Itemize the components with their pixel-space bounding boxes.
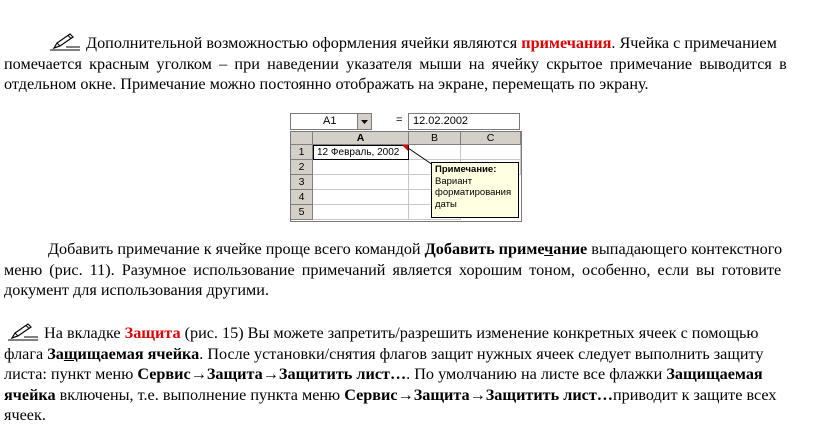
name-box-value: A1 — [323, 115, 337, 127]
excel-screenshot — [288, 112, 520, 220]
comment-line: форматирования — [435, 187, 512, 198]
flag-protected-cell: Защищаемая ячейка — [47, 344, 200, 363]
paragraph-add-note — [4, 239, 812, 301]
row-header[interactable]: 3 — [291, 175, 313, 190]
text: . Ячейка с примечанием — [611, 34, 777, 52]
command-add-note: Добавить примечание — [424, 240, 588, 258]
line: меню (рис. 11). Разумное использование примечаний является хорошим тоном, особенно, если вы готовите — [4, 260, 782, 279]
comment-marker-icon — [402, 145, 408, 151]
comment-title: Примечание: — [435, 164, 497, 175]
formula-value: 12.02.2002 — [413, 115, 469, 127]
line — [4, 239, 812, 260]
comment-popup[interactable] — [431, 162, 519, 218]
highlight-protection-tab: Защита — [124, 324, 181, 342]
column-header-b[interactable]: B — [409, 132, 461, 145]
comment-line: Вариант — [435, 175, 473, 187]
comment-line: даты — [435, 198, 457, 210]
row-header[interactable]: 2 — [291, 160, 313, 175]
formula-equals: = — [396, 114, 403, 126]
row-header[interactable]: 4 — [291, 190, 313, 205]
line: помечается красным уголком – при наведении указателя мыши на ячейку скрытое примечание выводится в — [4, 54, 787, 73]
text: выпадающего контекстного — [587, 240, 783, 258]
menu-path: Сервис→Защита→Защитить лист… — [137, 365, 407, 383]
text: (рис. 15) Вы можете запретить/разрешить изменение конкретных ячеек с помощью — [180, 324, 759, 342]
line: отдельном окне. Примечание можно постоянно отображать на экране, перемещать по экрану. — [4, 75, 649, 93]
pencil-note-icon — [48, 33, 82, 51]
text: Дополнительной возможностью оформления ячейки являются — [86, 34, 522, 52]
line: ячейка включены, т.е. выполнение пункта меню Сервис→Защита→Защитить лист…приводит к защите всех — [4, 385, 777, 404]
line: флага Защищаемая ячейка. После установки/снятия флагов защит нужных ячеек следует выполнить защиту — [4, 344, 764, 363]
cell-a1-value: 12 Февраль, 2002 — [317, 147, 400, 158]
row-header[interactable]: 5 — [291, 205, 313, 220]
line: ячеек. — [4, 406, 46, 424]
text: На вкладке — [44, 324, 125, 342]
line: листа: пункт меню Сервис→Защита→Защитить лист…. По умолчанию на листе все флажки Защищаемая — [4, 365, 763, 383]
text: Добавить примечание к ячейке проще всего командой — [48, 240, 425, 258]
line — [4, 323, 812, 344]
menu-path: Сервис→Защита→Защитить лист… — [344, 385, 613, 404]
flag-protected-cell: ячейка — [4, 385, 56, 404]
line: документ для использования другими. — [4, 281, 270, 299]
paragraph-protection — [4, 323, 812, 426]
column-header-c[interactable]: C — [461, 132, 521, 145]
column-header-a[interactable]: A — [313, 132, 409, 145]
flag-protected-cell: Защищаемая — [666, 365, 763, 383]
pencil-note-icon — [6, 323, 40, 341]
row-header[interactable]: 1 — [291, 145, 313, 160]
highlight-notes: примечания — [521, 34, 612, 52]
paragraph-notes-intro — [4, 33, 812, 95]
line — [4, 33, 812, 54]
